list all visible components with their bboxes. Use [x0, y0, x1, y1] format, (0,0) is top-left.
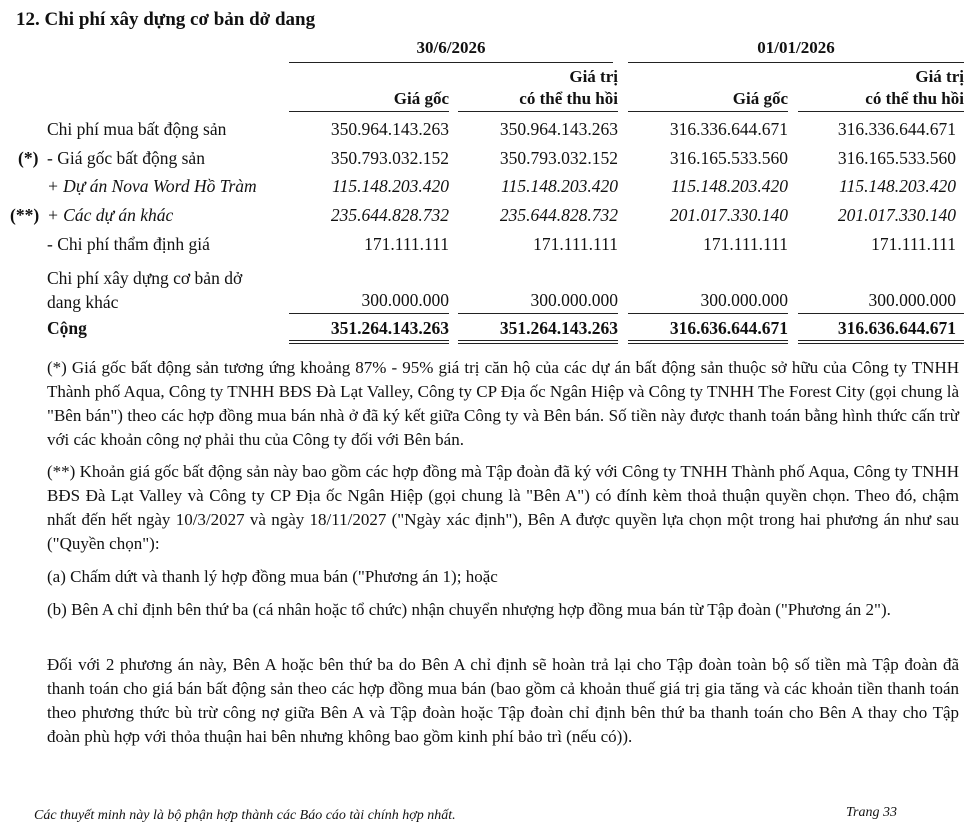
table-cell: 201.017.330.140 [669, 205, 788, 225]
section-title: 12. Chi phí xây dựng cơ bản dở dang [16, 9, 316, 30]
date-header-1: 30/6/2026 [416, 38, 486, 57]
header-rule-4 [798, 111, 964, 112]
table-cell: 350.964.143.263 [330, 119, 449, 139]
header-rule-1 [289, 111, 449, 112]
header-rule-2 [458, 111, 618, 112]
double-rule [458, 343, 618, 344]
note-option-a: (a) Chấm dứt và thanh lý hợp đồng mua bán ("Phương án 1); hoặc [47, 567, 498, 586]
total-rule-3 [628, 313, 788, 314]
double-rule [628, 343, 788, 344]
col-header-4: Giá trị có thể thu hồi [865, 67, 964, 108]
table-cell: 201.017.330.140 [837, 205, 956, 225]
date-rule-2 [628, 62, 964, 63]
table-cell: 300.000.000 [700, 290, 788, 310]
table-cell: 115.148.203.420 [501, 176, 618, 196]
double-rule [628, 340, 788, 341]
total-cell: 351.264.143.263 [330, 318, 449, 338]
note-paragraph-2: (**) Khoản giá gốc bất động sản này bao gồm các hợp đồng mà Tập đoàn đã ký với Công ty TNHH Thành phố Aqua, Công ty TNHH BĐS Đà Lạt Valley và Công ty CP Địa ốc Ngân Hiệp (gọi chung là "Bên A") có đính kèm thoả thuận quyền chọn. Theo đó, chậm nhất đến hết ngày 10/3/2027 và ngày 18/11/2027 ("Ngày xác định"), Bên A được quyền lựa chọn một trong hai phương án như sau ("Quyền chọn"): [47, 462, 959, 553]
table-cell: 300.000.000 [868, 290, 956, 310]
row-label: dang khác [47, 292, 119, 312]
table-cell: 316.165.533.560 [669, 148, 788, 168]
table-cell: 115.148.203.420 [671, 176, 788, 196]
footnote-mark: (**) [10, 205, 40, 225]
table-cell: 316.165.533.560 [837, 148, 956, 168]
table-cell: 171.111.111 [871, 234, 956, 254]
table-cell: 300.000.000 [361, 290, 449, 310]
table-cell: 235.644.828.732 [330, 205, 449, 225]
footnote-mark: (*) [18, 148, 39, 168]
total-rule-2 [458, 313, 618, 314]
date-header-2: 01/01/2026 [757, 38, 835, 57]
row-label-line1: Chi phí xây dựng cơ bản dở [47, 268, 243, 288]
total-cell: 351.264.143.263 [499, 318, 618, 338]
row-label: - Chi phí thẩm định giá [47, 234, 210, 254]
table-cell: 316.336.644.671 [669, 119, 788, 139]
double-rule [289, 343, 449, 344]
table-cell: 171.111.111 [364, 234, 449, 254]
table-cell: 171.111.111 [703, 234, 788, 254]
table-cell: 350.964.143.263 [499, 119, 618, 139]
total-cell: 316.636.644.671 [837, 318, 956, 338]
col-header-1: Giá gốc [393, 89, 449, 108]
note-paragraph-1: (*) Giá gốc bất động sản tương ứng khoảng 87% - 95% giá trị căn hộ của các dự án bất động sản thuộc sở hữu của Công ty TNHH Thành phố Aqua, Công ty TNHH BĐS Đà Lạt Valley, Công ty CP Địa ốc Ngân Hiệp và Công ty TNHH The Forest City (gọi chung là "Bên bán") theo các hợp đồng mua bán nhà ở đã ký kết giữa Công ty và Bên bán. Số tiền này được thanh toán bằng hình thức cấn trừ với các khoản công nợ phải thu của Công ty đối với Bên bán. [47, 358, 959, 449]
total-rule-1 [289, 313, 449, 314]
double-rule [289, 340, 449, 341]
col-header-2: Giá trị có thể thu hồi [519, 67, 618, 108]
note-option-b: (b) Bên A chỉ định bên thứ ba (cá nhân hoặc tổ chức) nhận chuyển nhượng hợp đồng mua bán từ Tập đoàn ("Phương án 2"). [47, 600, 891, 619]
row-label: + Dự án Nova Word Hồ Tràm [47, 176, 257, 196]
table-cell: 235.644.828.732 [499, 205, 618, 225]
total-rule-4 [798, 313, 964, 314]
double-rule [458, 340, 618, 341]
table-cell: 316.336.644.671 [837, 119, 956, 139]
table-cell: 115.148.203.420 [332, 176, 449, 196]
page-number: Trang 33 [846, 805, 897, 820]
table-cell: 300.000.000 [530, 290, 618, 310]
date-rule-1 [289, 62, 613, 63]
header-rule-3 [628, 111, 788, 112]
footer-note: Các thuyết minh này là bộ phận hợp thành các Báo cáo tài chính hợp nhất. [34, 808, 456, 823]
total-cell: 316.636.644.671 [669, 318, 788, 338]
total-label: Cộng [47, 318, 87, 338]
table-cell: 350.793.032.152 [499, 148, 618, 168]
double-rule [798, 340, 964, 341]
row-label: - Giá gốc bất động sản [47, 148, 205, 168]
col-header-3: Giá gốc [732, 89, 788, 108]
note-paragraph-5: Đối với 2 phương án này, Bên A hoặc bên thứ ba do Bên A chỉ định sẽ hoàn trả lại cho Tập đoàn toàn bộ số tiền mà Tập đoàn đã thanh toán cho giá bán bất động sản theo các hợp đồng mua bán (bao gồm cả khoản thuế giá trị gia tăng và các khoản tiền thanh toán theo phương thức bù trừ công nợ giữa Bên A và Tập đoàn hoặc Tập đoàn chỉ định bên thứ ba thanh toán cho Bên A thay cho Tập đoàn phù hợp với thỏa thuận hai bên nhưng không bao gồm kinh phí bảo trì (nếu có)). [47, 655, 959, 746]
double-rule [798, 343, 964, 344]
table-cell: 115.148.203.420 [839, 176, 956, 196]
table-cell: 171.111.111 [533, 234, 618, 254]
row-label: + Các dự án khác [47, 205, 174, 225]
row-label: Chi phí mua bất động sản [47, 119, 227, 139]
table-cell: 350.793.032.152 [330, 148, 449, 168]
